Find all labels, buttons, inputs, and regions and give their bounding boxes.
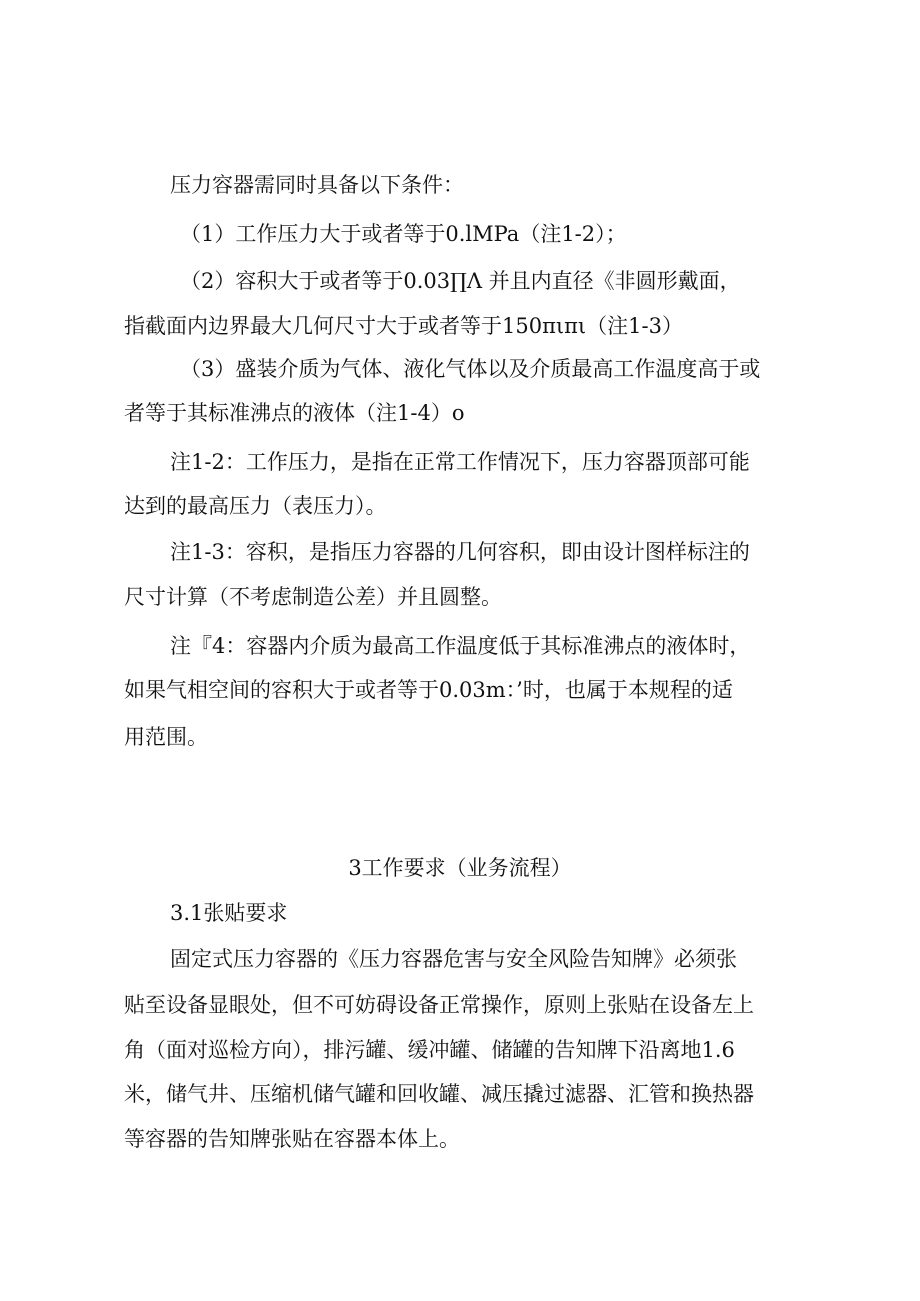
note-1-4-line-1: 注『4：容器内介质为最高工作温度低于其标准沸点的液体时， (170, 634, 751, 658)
body-line-3: 角（面对巡检方向），排污罐、缓冲罐、储罐的告知牌下沿离地1.6 (124, 1038, 735, 1062)
body-line-1: 固定式压力容器的《压力容器危害与安全风险告知牌》必须张 (170, 947, 737, 971)
note-1-2-line-2: 达到的最高压力（表压力）。 (124, 494, 387, 518)
condition-2-line-1: （2）容积大于或者等于0.03∏Λ 并且内直径《非圆形戴面， (180, 269, 741, 293)
body-line-5: 等容器的告知牌张贴在容器本体上。 (124, 1127, 460, 1151)
note-1-4-line-2: 如果气相空间的容积大于或者等于0.03m：’时，也属于本规程的适 (124, 678, 733, 702)
body-line-2: 贴至设备显眼处，但不可妨碍设备正常操作，原则上张贴在设备左上 (124, 993, 754, 1017)
condition-1: （1）工作压力大于或者等于0.lMPa（注1-2）； (180, 222, 627, 246)
intro-paragraph: 压力容器需同时具备以下条件： (170, 173, 464, 197)
section-heading: 3工作要求（业务流程） (348, 856, 572, 880)
note-1-3-line-2: 尺寸计算（不考虑制造公差）并且圆整。 (124, 585, 502, 609)
body-line-4: 米，储气井、压缩机储气罐和回收罐、减压撬过滤器、汇管和换热器 (124, 1082, 754, 1106)
subsection-heading: 3.1张贴要求 (170, 901, 288, 925)
note-1-2-line-1: 注1-2：工作压力，是指在正常工作情况下，压力容器顶部可能 (170, 450, 750, 474)
note-1-4-line-3: 用范围。 (124, 725, 208, 749)
condition-3-line-1: （3）盛装介质为气体、液化气体以及介质最高工作温度高于或 (180, 357, 761, 381)
condition-2-line-2: 指截面内边界最大几何尺寸大于或者等于150πιπι（注1-3） (124, 314, 683, 338)
condition-3-line-2: 者等于其标准沸点的液体（注1-4）o (124, 401, 465, 425)
note-1-3-line-1: 注1-3：容积，是指压力容器的几何容积，即由设计图样标注的 (170, 540, 750, 564)
